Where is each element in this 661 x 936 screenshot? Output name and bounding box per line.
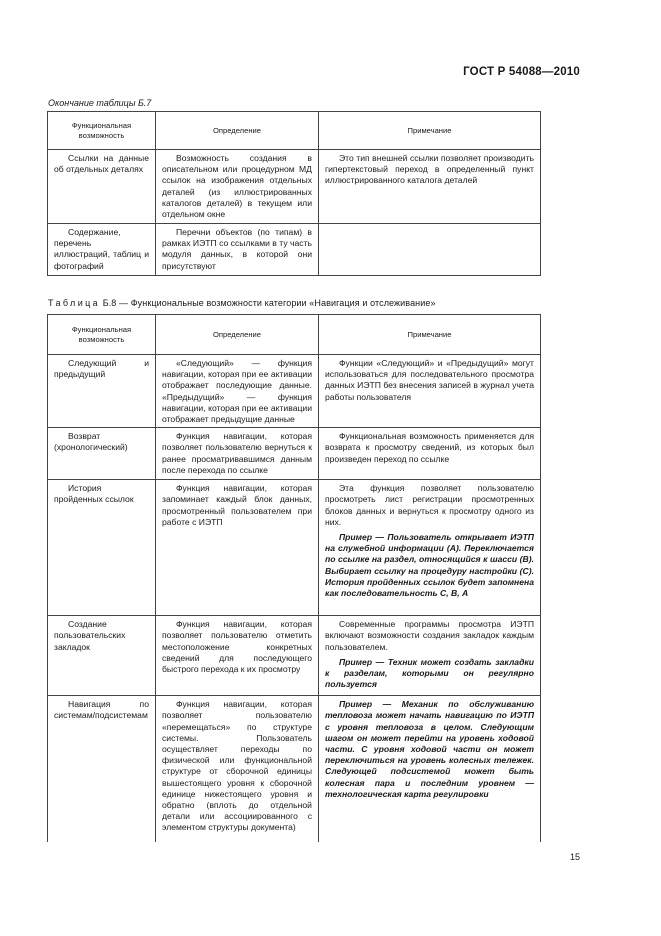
table-header-row [48,112,541,150]
table-b8 [47,314,541,842]
note-cell: Это тип внешней ссылки позволяет производить гипертекстовый переход в определенный пункт иллюстрированного каталога деталей [319,150,541,224]
table-row [48,355,541,428]
table-row [48,696,541,842]
example-text: Пример — Пользователь открывает ИЭТП на служебной информации (А). Переключается по ссылке на раздел, относящийся к шасси (В). Выбирает ссылку на процедуру настройки (С). История пройденных ссылок будет запомнена как последовательность С, В, А [325,532,534,599]
table2-caption [48,298,436,308]
definition-cell: Функция навигации, которая позволяет пользователю отметить местоположение конкретных сведений для последующего быстрого перехода к их просмотру [156,616,319,696]
table-row [48,428,541,480]
table-b7-end [47,111,541,276]
feature-cell: Создание пользовательских закладок [48,616,156,696]
column-header: Определение [156,112,319,150]
column-header: Примечание [319,315,541,355]
note-cell [319,224,541,276]
note-cell: Функциональная возможность применяется для возврата к просмотру сведений, из которых был произведен переход по ссылке [319,428,541,480]
caption-prefix: Таблица [48,298,101,308]
feature-cell: Следующий и предыдущий [48,355,156,428]
table1-caption: Окончание таблицы Б.7 [48,98,152,108]
definition-cell: Перечни объектов (по типам) в рамках ИЭТП со ссылками в ту часть модуля данных, в которой они присутствуют [156,224,319,276]
column-header: Функциональная возможность [48,112,156,150]
note-cell: Современные программы просмотра ИЭТП включают возможности создания закладок каждым пользователем. Пример — Техник может создать закладки к разделам, которыми он регулярно пользуется [319,616,541,696]
column-header: Функциональная возможность [48,315,156,355]
note-cell: Эта функция позволяет пользователю просмотреть лист регистрации просмотренных блоков данных и вернуться к просмотру одного из них. Пример — Пользователь открывает ИЭТП на служебной информации (А). Переключается по ссылке на раздел, относящийся к шасси (В). Выбирает ссылку на процедуру настройки (С). История пройденных ссылок будет запомнена как последовательность С, В, А [319,480,541,616]
feature-cell: Навигация по системам/подсистемам [48,696,156,842]
definition-cell: «Следующий» — функция навигации, которая при ее активации отображает последующие данные. «Предыдущий» — функция навигации, которая при ее активации отображает предыдущие данные [156,355,319,428]
feature-cell: Содержание, перечень иллюстраций, таблиц и фотографий [48,224,156,276]
feature-cell: Возврат (хронологический) [48,428,156,480]
example-text: Пример — Техник может создать закладки к разделам, которыми он регулярно пользуется [325,656,534,690]
table-header-row [48,315,541,355]
definition-cell: Функция навигации, которая позволяет пользователю вернуться к ранее просматривавшимся данным после перехода по ссылке [156,428,319,480]
feature-cell: Ссылки на данные об отдельных деталях [48,150,156,224]
table-row [48,224,541,276]
caption-rest: Б.8 — Функциональные возможности категории «Навигация и отслеживание» [100,298,436,308]
column-header: Определение [156,315,319,355]
table-row [48,480,541,616]
note-cell: Функции «Следующий» и «Предыдущий» могут использоваться для последовательного просмотра данных ИЭТП без внесения записей в журнал учета работы пользователя [319,355,541,428]
definition-cell: Возможность создания в описательном или процедурном МД ссылок на изображения отдельных деталей (из иллюстрированных каталогов деталей) в текущем или отдельном окне [156,150,319,224]
standard-number: ГОСТ Р 54088—2010 [463,66,580,78]
note-cell [319,696,541,842]
table-row [48,150,541,224]
example-text: Пример — Механик по обслуживанию тепловоза может начать навигацию по ИЭТП с уровня тепловоза в целом. Следующим шагом он может перейти на уровень ходовой части. С уровня ходовой части он может переключиться на уровень колесных тележек. Следующей подсистемой может быть колесная пара и последним уровнем — технологическая карта регулировки [325,699,534,799]
column-header: Примечание [319,112,541,150]
definition-cell: Функция навигации, которая позволяет пользователю «перемещаться» по структуре системы. Пользователь осуществляет переходы по физической или функциональной структуре от сборочной единицы вышестоящего уровня к сборочной единице нижестоящего уровня и обратно (вплоть до отдельной детали или ассоциированного с элементом структуры документа) [156,696,319,842]
feature-cell: История пройденных ссылок [48,480,156,616]
page-number: 15 [569,852,580,862]
table-row [48,616,541,696]
definition-cell: Функция навигации, которая запоминает каждый блок данных, просмотренный пользователем при работе с ИЭТП [156,480,319,616]
